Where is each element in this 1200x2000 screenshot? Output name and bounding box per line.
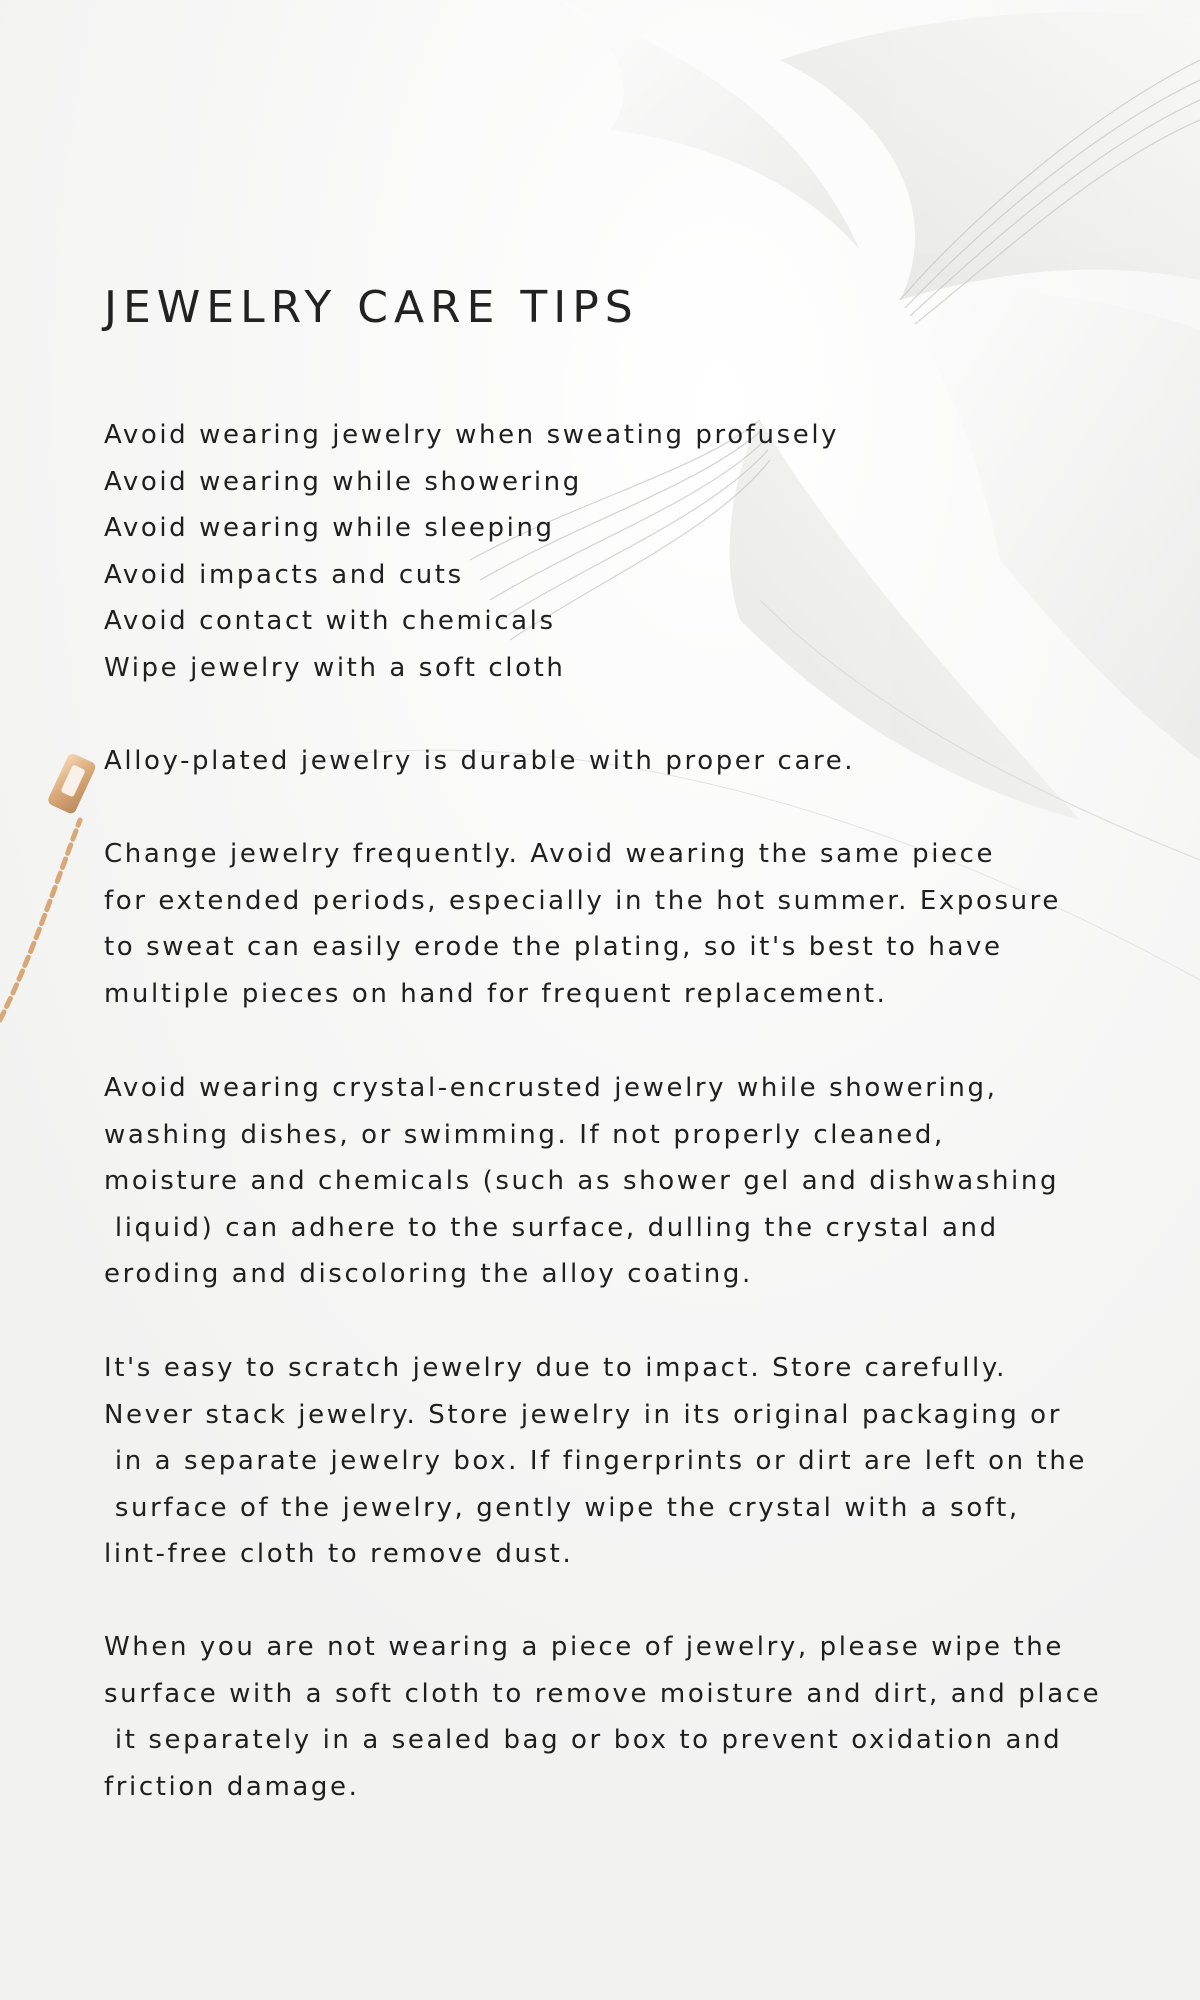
- paragraph-line: eroding and discoloring the alloy coating.: [104, 1259, 753, 1290]
- paragraph-line: friction damage.: [104, 1771, 360, 1802]
- paragraph-line: liquid) can adhere to the surface, dulling the crystal and: [104, 1212, 999, 1243]
- tip-item: Avoid wearing jewelry when sweating profusely: [104, 420, 840, 450]
- tip-item: Avoid wearing while sleeping: [104, 513, 555, 544]
- paragraph-line: in a separate jewelry box. If fingerprints or dirt are left on the: [104, 1446, 1088, 1477]
- tip-item: Avoid wearing while showering: [104, 466, 582, 497]
- tip-item: Wipe jewelry with a soft cloth: [104, 652, 566, 683]
- paragraph-line: Alloy-plated jewelry is durable with proper care.: [104, 746, 856, 776]
- tip-item: Avoid impacts and cuts: [104, 559, 464, 590]
- paragraph-change-frequently: [104, 831, 1061, 1017]
- paragraph-line: multiple pieces on hand for frequent replacement.: [104, 978, 888, 1009]
- paragraph-line: When you are not wearing a piece of jewelry, please wipe the: [104, 1632, 1064, 1662]
- paragraph-line: Change jewelry frequently. Avoid wearing the same piece: [104, 839, 996, 869]
- paragraph-crystal-water: [104, 1065, 1059, 1298]
- paragraph-line: to sweat can easily erode the plating, so it's best to have: [104, 932, 1003, 963]
- paragraph-line: surface with a soft cloth to remove moisture and dirt, and place: [104, 1678, 1102, 1709]
- paragraph-durability: [104, 738, 855, 785]
- paragraph-line: Avoid wearing crystal-encrusted jewelry while showering,: [104, 1073, 998, 1103]
- tip-item: Avoid contact with chemicals: [104, 606, 556, 637]
- tips-list: [104, 412, 839, 692]
- paragraph-line: It's easy to scratch jewelry due to impact. Store carefully.: [104, 1353, 1008, 1383]
- paragraph-line: for extended periods, especially in the hot summer. Exposure: [104, 885, 1061, 916]
- paragraph-line: it separately in a sealed bag or box to prevent oxidation and: [104, 1725, 1063, 1756]
- paragraph-line: washing dishes, or swimming. If not properly cleaned,: [104, 1119, 945, 1150]
- paragraph-line: Never stack jewelry. Store jewelry in its original packaging or: [104, 1399, 1062, 1430]
- paragraph-not-wearing: [104, 1624, 1101, 1810]
- paragraph-line: moisture and chemicals (such as shower gel and dishwashing: [104, 1166, 1060, 1197]
- paragraph-line: lint-free cloth to remove dust.: [104, 1539, 574, 1570]
- paragraph-storage: [104, 1345, 1087, 1578]
- page-title: JEWELRY CARE TIPS: [104, 282, 639, 333]
- paragraph-line: surface of the jewelry, gently wipe the crystal with a soft,: [104, 1492, 1020, 1523]
